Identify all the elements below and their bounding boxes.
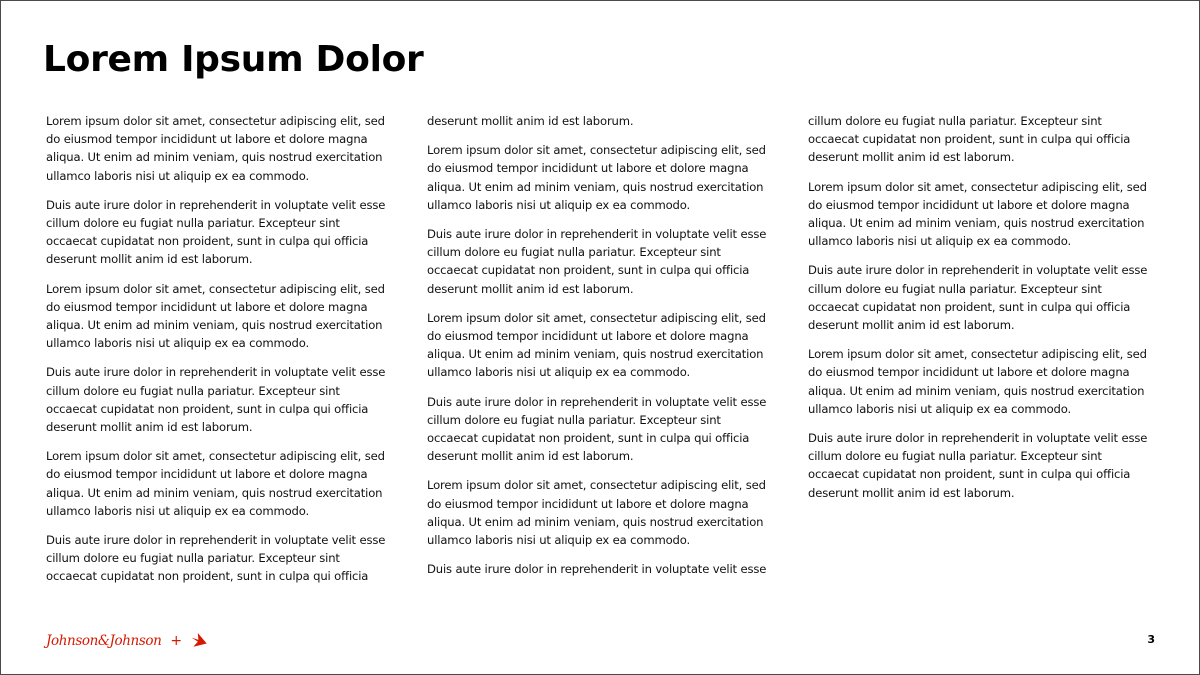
body-paragraph: [46, 531, 398, 586]
paragraph-line: Duis aute irure dolor in reprehenderit in voluptate velit esse: [46, 533, 386, 548]
paragraph-line: occaecat cupidatat non proident, sunt in culpa qui officia: [427, 431, 750, 446]
body-paragraph: [427, 141, 779, 214]
body-paragraph: [427, 393, 779, 466]
body-paragraph: [46, 196, 398, 269]
body-paragraph: [46, 363, 398, 436]
text-column-3: [808, 112, 1160, 513]
paragraph-line: cillum dolore eu fugiat nulla pariatur. Excepteur sint: [808, 449, 1102, 464]
paragraph-line: deserunt mollit anim id est laborum.: [46, 420, 253, 435]
paragraph-line: Lorem ipsum dolor sit amet, consectetur adipiscing elit, sed: [427, 478, 766, 493]
paragraph-line: Lorem ipsum dolor sit amet, consectetur adipiscing elit, sed: [808, 179, 1147, 194]
paragraph-line: deserunt mollit anim id est laborum.: [808, 150, 1015, 165]
body-paragraph: [808, 112, 1160, 167]
paragraph-line: Duis aute irure dolor in reprehenderit in voluptate velit esse: [46, 197, 386, 212]
paragraph-line: occaecat cupidatat non proident, sunt in culpa qui officia: [808, 467, 1131, 482]
paragraph-line: ullamco laboris nisi ut aliquip ex ea commodo.: [427, 365, 691, 380]
paragraph-line: ullamco laboris nisi ut aliquip ex ea commodo.: [808, 234, 1072, 249]
paragraph-line: occaecat cupidatat non proident, sunt in culpa qui officia: [46, 569, 369, 584]
paragraph-line: occaecat cupidatat non proident, sunt in culpa qui officia: [808, 299, 1131, 314]
red-arrow-icon: [190, 632, 208, 650]
paragraph-line: occaecat cupidatat non proident, sunt in culpa qui officia: [808, 132, 1131, 147]
paragraph-line: deserunt mollit anim id est laborum.: [427, 449, 634, 464]
paragraph-line: occaecat cupidatat non proident, sunt in culpa qui officia: [46, 401, 369, 416]
brand-plus-sign: +: [170, 633, 183, 649]
text-column-2: [427, 112, 779, 589]
paragraph-line: do eiusmod tempor incididunt ut labore et dolore magna: [46, 132, 368, 147]
paragraph-line: aliqua. Ut enim ad minim veniam, quis nostrud exercitation: [46, 485, 383, 500]
text-column-1: [46, 112, 398, 597]
paragraph-line: do eiusmod tempor incididunt ut labore et dolore magna: [427, 329, 749, 344]
paragraph-line: Duis aute irure dolor in reprehenderit in voluptate velit esse: [46, 365, 386, 380]
body-paragraph: [808, 261, 1160, 334]
body-paragraph: [427, 112, 779, 130]
paragraph-line: Lorem ipsum dolor sit amet, consectetur adipiscing elit, sed: [427, 310, 766, 325]
paragraph-line: ullamco laboris nisi ut aliquip ex ea commodo.: [808, 401, 1072, 416]
paragraph-line: ullamco laboris nisi ut aliquip ex ea commodo.: [427, 533, 691, 548]
body-paragraph: [808, 178, 1160, 251]
paragraph-line: deserunt mollit anim id est laborum.: [808, 318, 1015, 333]
paragraph-line: ullamco laboris nisi ut aliquip ex ea commodo.: [46, 168, 310, 183]
paragraph-line: Duis aute irure dolor in reprehenderit in voluptate velit esse: [808, 263, 1148, 278]
paragraph-line: deserunt mollit anim id est laborum.: [808, 485, 1015, 500]
body-paragraph: [427, 309, 779, 382]
body-paragraph: [427, 560, 779, 578]
paragraph-line: aliqua. Ut enim ad minim veniam, quis nostrud exercitation: [46, 150, 383, 165]
paragraph-line: Duis aute irure dolor in reprehenderit in voluptate velit esse: [808, 431, 1148, 446]
paragraph-line: Duis aute irure dolor in reprehenderit in voluptate velit esse: [427, 562, 767, 577]
body-paragraph: [427, 225, 779, 298]
paragraph-line: ullamco laboris nisi ut aliquip ex ea commodo.: [46, 503, 310, 518]
paragraph-line: Lorem ipsum dolor sit amet, consectetur adipiscing elit, sed: [46, 114, 385, 128]
paragraph-line: aliqua. Ut enim ad minim veniam, quis nostrud exercitation: [427, 514, 764, 529]
paragraph-line: cillum dolore eu fugiat nulla pariatur. Excepteur sint: [46, 383, 340, 398]
brand-logo: [46, 629, 208, 653]
paragraph-line: Lorem ipsum dolor sit amet, consectetur adipiscing elit, sed: [808, 347, 1147, 362]
paragraph-line: occaecat cupidatat non proident, sunt in culpa qui officia: [46, 234, 369, 249]
body-paragraph: [46, 280, 398, 353]
paragraph-line: aliqua. Ut enim ad minim veniam, quis nostrud exercitation: [808, 383, 1145, 398]
paragraph-line: cillum dolore eu fugiat nulla pariatur. Excepteur sint: [808, 114, 1102, 128]
paragraph-line: deserunt mollit anim id est laborum.: [46, 252, 253, 267]
paragraph-line: cillum dolore eu fugiat nulla pariatur. Excepteur sint: [427, 412, 721, 427]
paragraph-line: Lorem ipsum dolor sit amet, consectetur adipiscing elit, sed: [46, 281, 385, 296]
paragraph-line: do eiusmod tempor incididunt ut labore et dolore magna: [808, 365, 1130, 380]
body-paragraph: [808, 345, 1160, 418]
paragraph-line: cillum dolore eu fugiat nulla pariatur. Excepteur sint: [427, 245, 721, 260]
paragraph-line: deserunt mollit anim id est laborum.: [427, 114, 634, 128]
paragraph-line: cillum dolore eu fugiat nulla pariatur. Excepteur sint: [808, 281, 1102, 296]
paragraph-line: occaecat cupidatat non proident, sunt in culpa qui officia: [427, 263, 750, 278]
paragraph-line: Duis aute irure dolor in reprehenderit in voluptate velit esse: [427, 394, 767, 409]
paragraph-line: Lorem ipsum dolor sit amet, consectetur adipiscing elit, sed: [427, 143, 766, 158]
paragraph-line: do eiusmod tempor incididunt ut labore et dolore magna: [427, 161, 749, 176]
paragraph-line: do eiusmod tempor incididunt ut labore et dolore magna: [46, 299, 368, 314]
paragraph-line: do eiusmod tempor incididunt ut labore et dolore magna: [427, 496, 749, 511]
page-number: 3: [1147, 633, 1155, 646]
paragraph-line: deserunt mollit anim id est laborum.: [427, 281, 634, 296]
slide-title: Lorem Ipsum Dolor: [43, 39, 424, 80]
paragraph-line: cillum dolore eu fugiat nulla pariatur. Excepteur sint: [46, 551, 340, 566]
brand-logo-text: Johnson&Johnson: [46, 633, 162, 649]
paragraph-line: aliqua. Ut enim ad minim veniam, quis nostrud exercitation: [427, 347, 764, 362]
paragraph-line: do eiusmod tempor incididunt ut labore et dolore magna: [808, 197, 1130, 212]
paragraph-line: aliqua. Ut enim ad minim veniam, quis nostrud exercitation: [427, 179, 764, 194]
paragraph-line: do eiusmod tempor incididunt ut labore et dolore magna: [46, 467, 368, 482]
paragraph-line: cillum dolore eu fugiat nulla pariatur. Excepteur sint: [46, 216, 340, 231]
paragraph-line: ullamco laboris nisi ut aliquip ex ea commodo.: [427, 197, 691, 212]
paragraph-line: aliqua. Ut enim ad minim veniam, quis nostrud exercitation: [808, 216, 1145, 231]
paragraph-line: Duis aute irure dolor in reprehenderit in voluptate velit esse: [427, 227, 767, 242]
red-arrow-icon-shape: [190, 632, 208, 650]
body-paragraph: [46, 447, 398, 520]
body-paragraph: [808, 429, 1160, 502]
paragraph-line: ullamco laboris nisi ut aliquip ex ea commodo.: [46, 336, 310, 351]
body-paragraph: [46, 112, 398, 185]
body-paragraph: [427, 476, 779, 549]
paragraph-line: Lorem ipsum dolor sit amet, consectetur adipiscing elit, sed: [46, 449, 385, 464]
paragraph-line: aliqua. Ut enim ad minim veniam, quis nostrud exercitation: [46, 318, 383, 333]
